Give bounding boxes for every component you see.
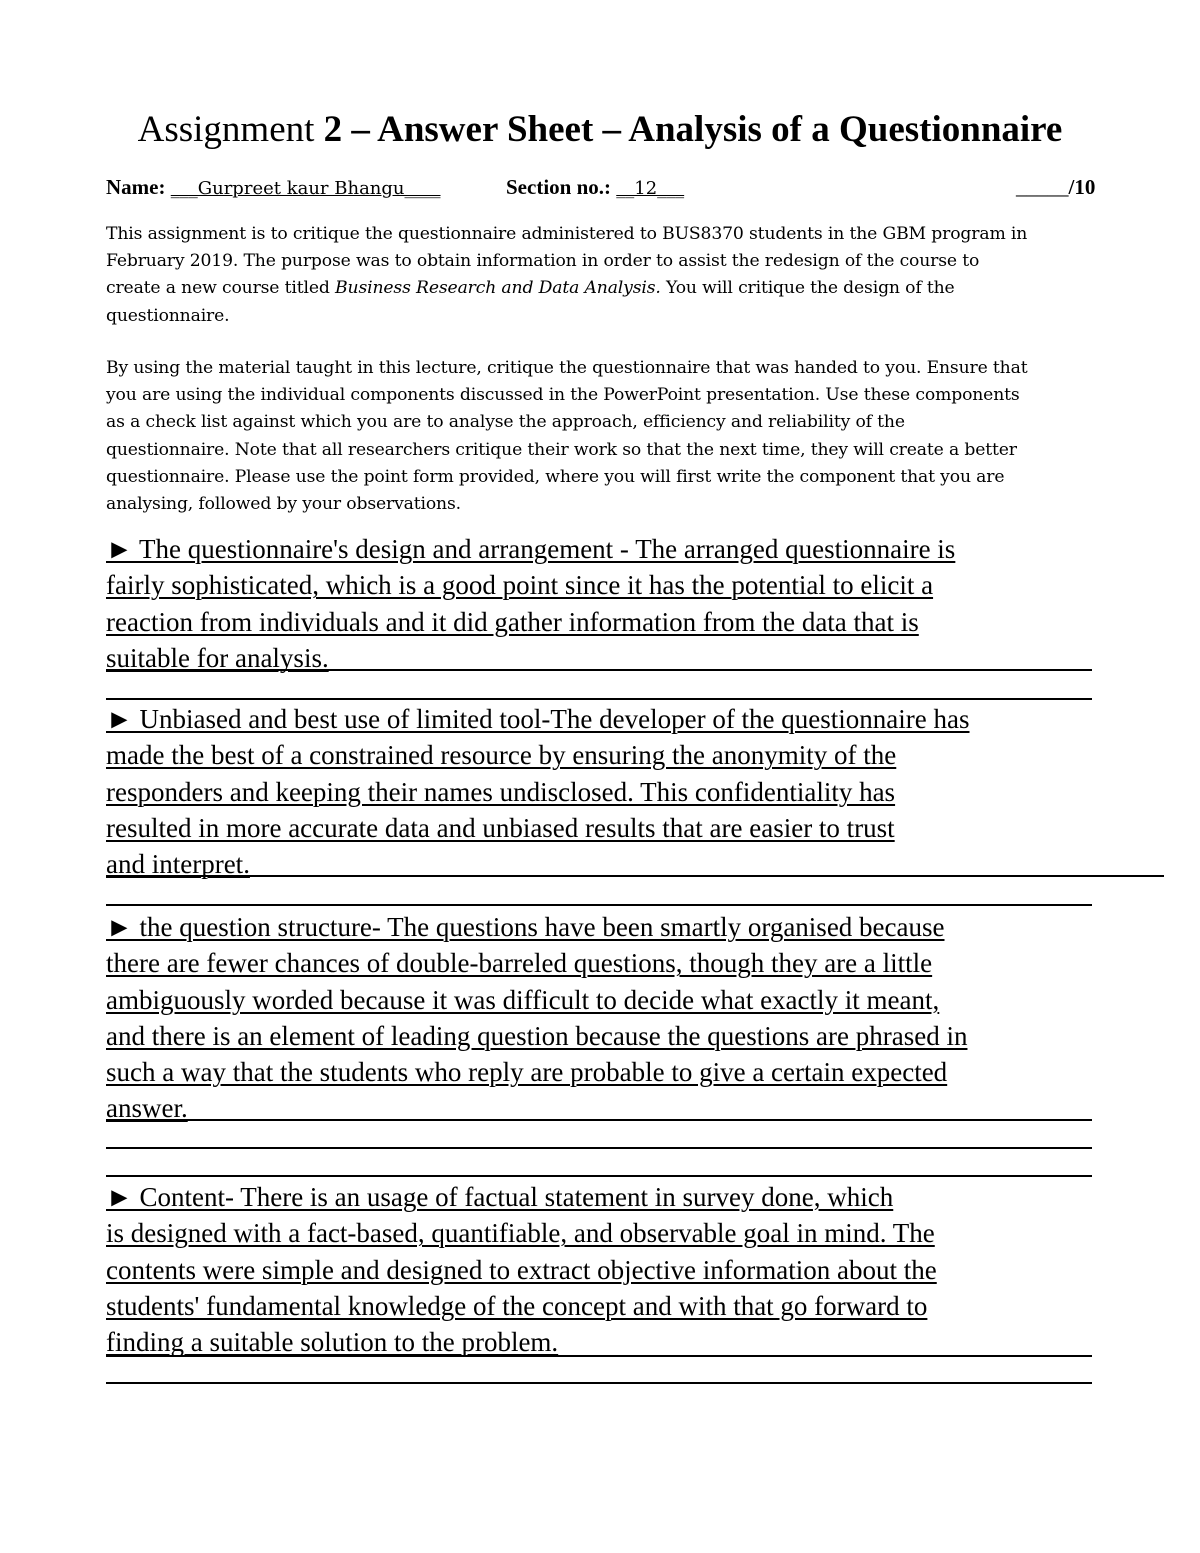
answer-line: ► the question structure- The questions have been smartly organised because (106, 912, 945, 942)
score-total: /10 (1068, 175, 1096, 199)
name-value: ___Gurpreet kaur Bhangu____ (170, 178, 441, 199)
intro-line: questionnaire. Please use the point form provided, where you will first write the component that you are (106, 466, 1005, 487)
answer-line: ► Content- There is an usage of factual statement in survey done, which (106, 1182, 894, 1212)
answer-fill-line (106, 875, 1164, 877)
course-title: Business Research and Data Analysis. (335, 278, 661, 299)
name-field (106, 172, 441, 204)
answer-line: and interpret. (106, 849, 250, 880)
answer-line: finding a suitable solution to the problem. (106, 1327, 559, 1358)
intro-text: You will critique the design of the (660, 278, 955, 299)
intro-line: February 2019. The purpose was to obtain information in order to assist the redesign of the course to (106, 251, 980, 272)
intro-line: as a check list against which you are to analyse the approach, efficiency and reliability of the (106, 412, 905, 433)
answer-point-1 (106, 531, 955, 676)
answer-blank-line (106, 698, 1092, 700)
score-blank: _____ (1016, 175, 1069, 199)
answer-line: made the best of a constrained resource by ensuring the anonymity of the (106, 740, 897, 771)
answer-blank-line (106, 904, 1092, 906)
answer-line: suitable for analysis. (106, 642, 329, 673)
answer-blank-line (106, 1382, 1092, 1384)
answer-line: answer. (106, 1093, 188, 1124)
name-label: Name: (106, 175, 166, 199)
answer-blank-line (106, 1147, 1092, 1149)
answer-line: responders and keeping their names undisclosed. This confidentiality has (106, 776, 896, 807)
answer-line: contents were simple and designed to extract objective information about the (106, 1254, 937, 1285)
intro-line: This assignment is to critique the questionnaire administered to BUS8370 students in the GBM program in (106, 224, 1028, 244)
answer-line: reaction from individuals and it did gather information from the data that is (106, 606, 919, 637)
intro-line: analysing, followed by your observations. (106, 494, 461, 515)
score-field (1016, 172, 1095, 202)
answer-line: and there is an element of leading question because the questions are phrased in (106, 1020, 968, 1051)
answer-line: such a way that the students who reply are probable to give a certain expected (106, 1057, 948, 1088)
section-label: Section no.: (506, 175, 611, 199)
title-prefix: Assignment (137, 109, 324, 150)
intro-line: you are using the individual components discussed in the PowerPoint presentation. Use these components (106, 385, 1020, 406)
title-bold: 2 – Answer Sheet – Analysis of a Questionnaire (323, 109, 1063, 150)
page-title (0, 106, 1200, 154)
section-value: __12___ (616, 178, 685, 199)
answer-point-4 (106, 1179, 937, 1360)
answer-point-3 (106, 909, 967, 1127)
intro-line: questionnaire. (106, 305, 230, 326)
answer-fill-line (106, 669, 1092, 671)
answer-line: fairly sophisticated, which is a good point since it has the potential to elicit a (106, 570, 934, 601)
intro-paragraph-1 (106, 221, 1116, 330)
intro-line: questionnaire. Note that all researchers critique their work so that the next time, they will create a better (106, 439, 1017, 460)
answer-line: is designed with a fact-based, quantifiable, and observable goal in mind. The (106, 1218, 935, 1249)
answer-line: resulted in more accurate data and unbiased results that are easier to trust (106, 812, 895, 843)
answer-point-2 (106, 701, 970, 882)
answer-fill-line (106, 1355, 1092, 1357)
intro-line: By using the material taught in this lecture, critique the questionnaire that was handed to you. Ensure that (106, 358, 1028, 378)
answer-line: there are fewer chances of double-barreled questions, though they are a little (106, 948, 933, 979)
section-field (506, 172, 684, 204)
answer-line: students' fundamental knowledge of the concept and with that go forward to (106, 1290, 928, 1321)
answer-line: ► The questionnaire's design and arrangement - The arranged questionnaire is (106, 534, 956, 564)
answer-blank-line (106, 1175, 1092, 1177)
answer-line: ► Unbiased and best use of limited tool-The developer of the questionnaire has (106, 704, 970, 734)
intro-line-course-title (106, 275, 1116, 302)
intro-paragraph-2 (106, 355, 1116, 518)
intro-text: create a new course titled (106, 278, 336, 299)
answer-fill-line (106, 1119, 1092, 1121)
answer-line: ambiguously worded because it was difficult to decide what exactly it meant, (106, 984, 940, 1015)
